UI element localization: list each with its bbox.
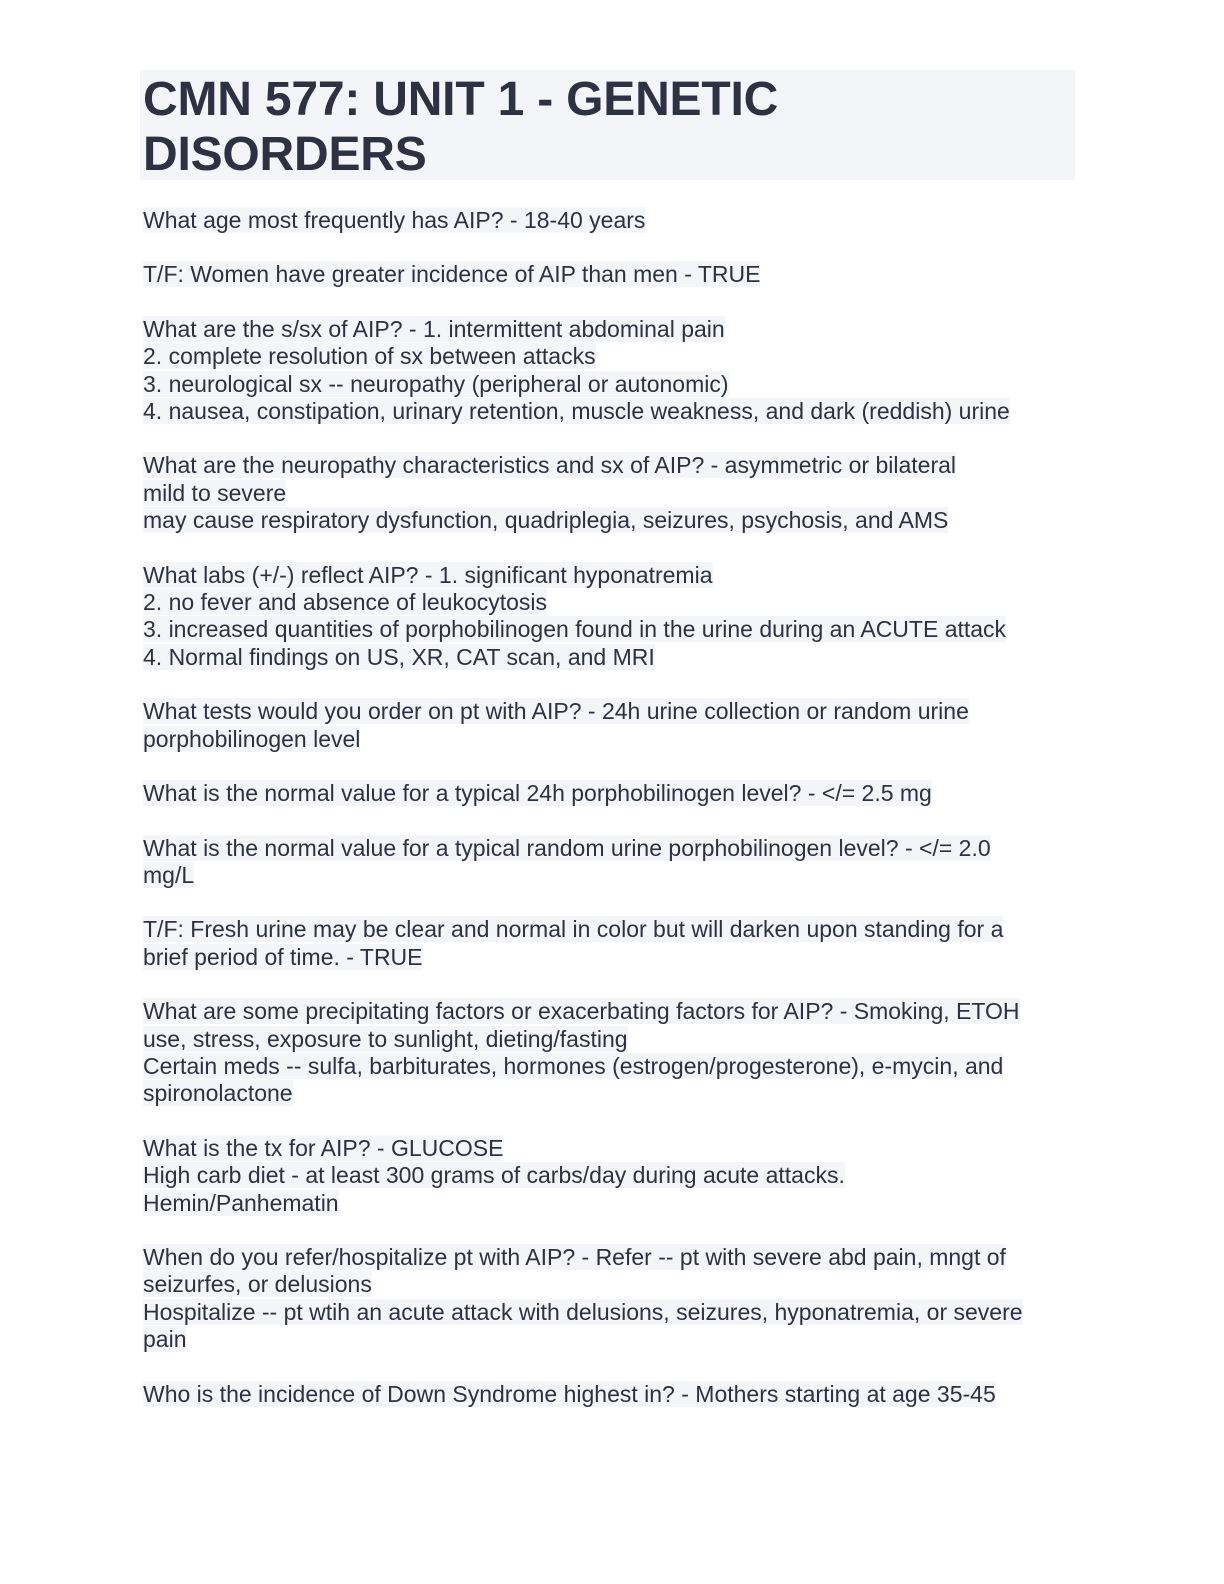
qa-line-text: Certain meds -- sulfa, barbiturates, hormones (estrogen/progesterone), e-mycin, and bbox=[143, 1052, 1004, 1079]
qa-line-text: What age most frequently has AIP? - 18-40 years bbox=[143, 207, 646, 233]
qa-line bbox=[143, 1271, 1075, 1298]
qa-line bbox=[143, 780, 1075, 807]
qa-entry bbox=[140, 835, 1075, 890]
qa-line bbox=[143, 944, 1075, 971]
qa-line bbox=[143, 507, 1075, 534]
title-line: CMN 577: UNIT 1 - GENETIC bbox=[143, 73, 779, 126]
qa-line bbox=[143, 589, 1075, 616]
qa-line bbox=[143, 1053, 1075, 1080]
qa-line bbox=[143, 480, 1075, 507]
qa-line-text: 3. increased quantities of porphobilinogen found in the urine during an ACUTE attack bbox=[143, 616, 1007, 643]
qa-line bbox=[143, 1162, 1075, 1189]
qa-entry bbox=[140, 998, 1075, 1108]
qa-line bbox=[143, 726, 1075, 753]
qa-line bbox=[143, 316, 1075, 343]
qa-line bbox=[143, 835, 1075, 862]
qa-line-text: T/F: Fresh urine may be clear and normal in color but will darken upon standing for a bbox=[143, 916, 1004, 943]
qa-line bbox=[143, 207, 1075, 234]
qa-line-text: 3. neurological sx -- neuropathy (peripheral or autonomic) bbox=[143, 370, 729, 397]
qa-line-text: seizurfes, or delusions bbox=[143, 1271, 372, 1298]
qa-entry bbox=[140, 1244, 1075, 1354]
qa-line-text: What are some precipitating factors or exacerbating factors for AIP? - Smoking, ETOH bbox=[143, 998, 1020, 1025]
qa-line-text: brief period of time. - TRUE bbox=[143, 943, 423, 970]
qa-entry bbox=[140, 1381, 1075, 1408]
qa-list bbox=[140, 207, 1075, 1408]
qa-line-text: may cause respiratory dysfunction, quadriplegia, seizures, psychosis, and AMS bbox=[143, 507, 949, 534]
qa-entry bbox=[140, 698, 1075, 753]
qa-line-text: Hemin/Panhematin bbox=[143, 1189, 339, 1216]
qa-line bbox=[143, 343, 1075, 370]
qa-line-text: mg/L bbox=[143, 861, 195, 888]
qa-line-text: porphobilinogen level bbox=[143, 725, 361, 752]
qa-line-text: Hospitalize -- pt wtih an acute attack with delusions, seizures, hyponatremia, or severe bbox=[143, 1298, 1023, 1325]
qa-line-text: 4. nausea, constipation, urinary retention, muscle weakness, and dark (reddish) urine bbox=[143, 398, 1010, 425]
qa-line bbox=[143, 1135, 1075, 1162]
qa-line-text: spironolactone bbox=[143, 1080, 293, 1107]
qa-line bbox=[143, 1244, 1075, 1271]
qa-line bbox=[143, 1190, 1075, 1217]
qa-line-text: 2. complete resolution of sx between attacks bbox=[143, 343, 596, 370]
qa-entry bbox=[140, 916, 1075, 971]
qa-line-text: What is the tx for AIP? - GLUCOSE bbox=[143, 1134, 504, 1161]
qa-line-text: 4. Normal findings on US, XR, CAT scan, and MRI bbox=[143, 643, 655, 670]
qa-line bbox=[143, 398, 1075, 425]
qa-line-text: What is the normal value for a typical 24h porphobilinogen level? - </= 2.5 mg bbox=[143, 780, 932, 807]
qa-line-text: What tests would you order on pt with AIP? - 24h urine collection or random urine bbox=[143, 698, 969, 725]
qa-line-text: Who is the incidence of Down Syndrome highest in? - Mothers starting at age 35-45 bbox=[143, 1380, 996, 1407]
qa-line-text: pain bbox=[143, 1326, 187, 1353]
qa-line bbox=[143, 644, 1075, 671]
qa-entry bbox=[140, 316, 1075, 426]
qa-line-text: use, stress, exposure to sunlight, dieting/fasting bbox=[143, 1025, 628, 1052]
qa-entry bbox=[140, 562, 1075, 672]
qa-entry bbox=[140, 261, 1075, 288]
qa-line bbox=[143, 916, 1075, 943]
qa-line-text: When do you refer/hospitalize pt with AIP? - Refer -- pt with severe abd pain, mngt of bbox=[143, 1243, 1006, 1270]
qa-line-text: T/F: Women have greater incidence of AIP than men - TRUE bbox=[143, 261, 761, 288]
qa-line-text: 2. no fever and absence of leukocytosis bbox=[143, 589, 548, 616]
page-title bbox=[143, 72, 1071, 182]
qa-line-text: mild to severe bbox=[143, 479, 287, 506]
qa-entry bbox=[140, 780, 1075, 807]
qa-line bbox=[143, 1299, 1075, 1326]
qa-line bbox=[143, 698, 1075, 725]
qa-line-text: What are the neuropathy characteristics and sx of AIP? - asymmetric or bilateral bbox=[143, 452, 957, 479]
qa-line bbox=[143, 1026, 1075, 1053]
qa-entry bbox=[140, 1135, 1075, 1217]
qa-line-text: What are the s/sx of AIP? - 1. intermittent abdominal pain bbox=[143, 315, 725, 342]
qa-line bbox=[143, 998, 1075, 1025]
qa-line bbox=[143, 1381, 1075, 1408]
qa-line-text: High carb diet - at least 300 grams of carbs/day during acute attacks. bbox=[143, 1162, 845, 1189]
qa-entry bbox=[140, 207, 1075, 234]
qa-line-text: What is the normal value for a typical random urine porphobilinogen level? - </= 2.0 bbox=[143, 834, 991, 861]
qa-entry bbox=[140, 452, 1075, 534]
qa-line bbox=[143, 452, 1075, 479]
qa-line bbox=[143, 562, 1075, 589]
qa-line bbox=[143, 371, 1075, 398]
qa-line-text: What labs (+/-) reflect AIP? - 1. significant hyponatremia bbox=[143, 561, 713, 588]
title-line: DISORDERS bbox=[143, 128, 427, 181]
qa-line bbox=[143, 1326, 1075, 1353]
title-block bbox=[140, 70, 1075, 180]
qa-line bbox=[143, 862, 1075, 889]
qa-line bbox=[143, 616, 1075, 643]
document-page bbox=[140, 70, 1075, 1435]
qa-line bbox=[143, 261, 1075, 288]
qa-line bbox=[143, 1080, 1075, 1107]
